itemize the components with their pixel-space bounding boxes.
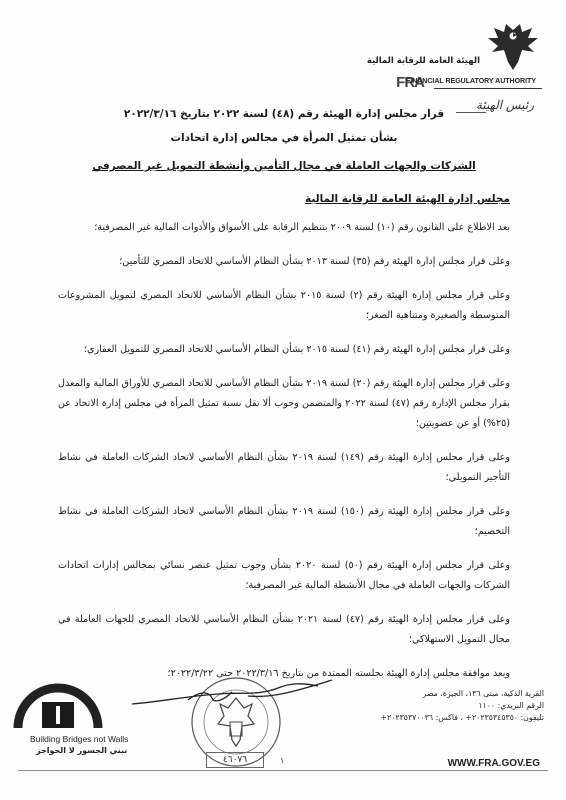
tagline-en: Building Bridges not Walls (30, 734, 129, 744)
decree-paragraph: وعلى قرار مجلس إدارة الهيئة رقم (١٥٠) لسنة ٢٠١٩ بشأن النظام الأساسي لاتحاد الشركات العاملة في نشاط التخصيم؛ (58, 506, 510, 537)
handwritten-code: ٤٦٠٧٦ (206, 752, 264, 768)
decree-body (58, 218, 510, 684)
decree-paragraph: بعد الاطلاع على القانون رقم (١٠) لسنة ٢٠٠٩ بتنظيم الرقابة على الأسواق والأدوات المالية غير المصرفية؛ (94, 222, 510, 233)
fra-logo (352, 22, 542, 92)
fra-mark: FRA (396, 74, 424, 91)
page-number: ١ (280, 756, 285, 765)
phone-line: تليفون: ٢٠٢٣٥٣٤٥٣٥٠+ ، فاكس: ٢٠٢٣٥٣٧٠٠٣٦+ (380, 713, 544, 722)
decree-subtitle-2: الشركات والجهات العاملة في مجال التأمين وأنشطة التمويل غير المصرفي (92, 160, 476, 172)
board-heading-wrap (58, 193, 510, 205)
tagline-ar: نبني الجسور لا الحواجز (36, 746, 128, 755)
decree-paragraph: وعلى قرار مجلس إدارة الهيئة رقم (٥٠) لسنة ٢٠٢٠ بشأن وجوب تمثيل عنصر نسائي بمجالس إدارات اتحادات الشركات والجهات العاملة في مجال الأنشطة المالية غير المصرفية؛ (58, 560, 510, 591)
eagle-icon (484, 22, 542, 74)
decree-paragraph: وعلى قرار مجلس إدارة الهيئة رقم (١٤٩) لسنة ٢٠١٩ بشأن النظام الأساسي لاتحاد الشركات العاملة في نشاط التأجير التمويلي؛ (58, 452, 510, 483)
handwritten-chair-note: رئيس الهيئة (475, 98, 534, 112)
decree-title: قرار مجلس إدارة الهيئة رقم (٤٨) لسنة ٢٠٢٢ بتاريخ ٢٠٢٢/٣/١٦ (123, 108, 445, 120)
contact-block (314, 688, 544, 724)
decree-paragraph: وعلى قرار مجلس إدارة الهيئة رقم (٢٠) لسنة ٢٠١٩ بشأن النظام الأساسي للاتحاد المصري للأوراق المالية والمعدل بقرار مجلس الإدارة رقم (٤٧) لسنة ٢٠٢٢ والمتضمن وجوب ألا تقل نسبة تمثيل المرأة في مجلس إدارة الاتحاد عن (٢٥%) أو عن عضويتين؛ (58, 378, 510, 429)
footer-rule (18, 770, 548, 771)
address-line: القرية الذكية، مبنى ١٣٦، الجيزة، مصر (422, 689, 544, 698)
website-link[interactable]: WWW.FRA.GOV.EG (447, 758, 540, 769)
decree-paragraph: وعلى قرار مجلس إدارة الهيئة رقم (٤١) لسنة ٢٠١٥ بشأن النظام الأساسي للاتحاد المصري للتمويل العقاري؛ (83, 344, 510, 355)
logo-rule (434, 88, 542, 89)
decree-subtitle-2-wrap (58, 160, 510, 172)
decree-paragraph: وبعد موافقة مجلس إدارة الهيئة بجلسته الممتدة من بتاريخ ٢٠٢٢/٣/١٦ حتى ٢٠٢٢/٣/٢٢؛ (167, 668, 510, 679)
board-heading: مجلس إدارة الهيئة العامة للرقابة المالية (304, 193, 510, 205)
decree-subtitle-1-wrap (58, 132, 510, 144)
decree-paragraph: وعلى قرار مجلس إدارة الهيئة رقم (٣٥) لسنة ٢٠١٣ بشأن النظام الأساسي للاتحاد المصري للتأمين؛ (119, 256, 510, 267)
decree-paragraph: وعلى قرار مجلس إدارة الهيئة رقم (٢) لسنة ٢٠١٥ بشأن النظام الأساسي للاتحاد المصري لتمويل المشروعات المتوسطة والصغيرة ومتناهية الصغر؛ (58, 290, 510, 321)
decree-title-block (58, 108, 510, 120)
org-name-en: FINANCIAL REGULATORY AUTHORITY (405, 78, 536, 85)
handwritten-signature (128, 674, 338, 714)
decree-subtitle-1: بشأن تمثيل المرأة في مجالس إدارة اتحادات (170, 132, 398, 144)
decree-paragraph: وعلى قرار مجلس إدارة الهيئة رقم (٤٧) لسنة ٢٠٢١ بشأن النظام الأساسي للاتحاد المصري للجهات العاملة في مجال التمويل الاستهلاكي؛ (58, 614, 510, 645)
postal-line: الرقم البريدي: ١١٠٠ (478, 701, 544, 710)
org-name-ar: الهيئة العامة للرقابة المالية (366, 56, 480, 66)
